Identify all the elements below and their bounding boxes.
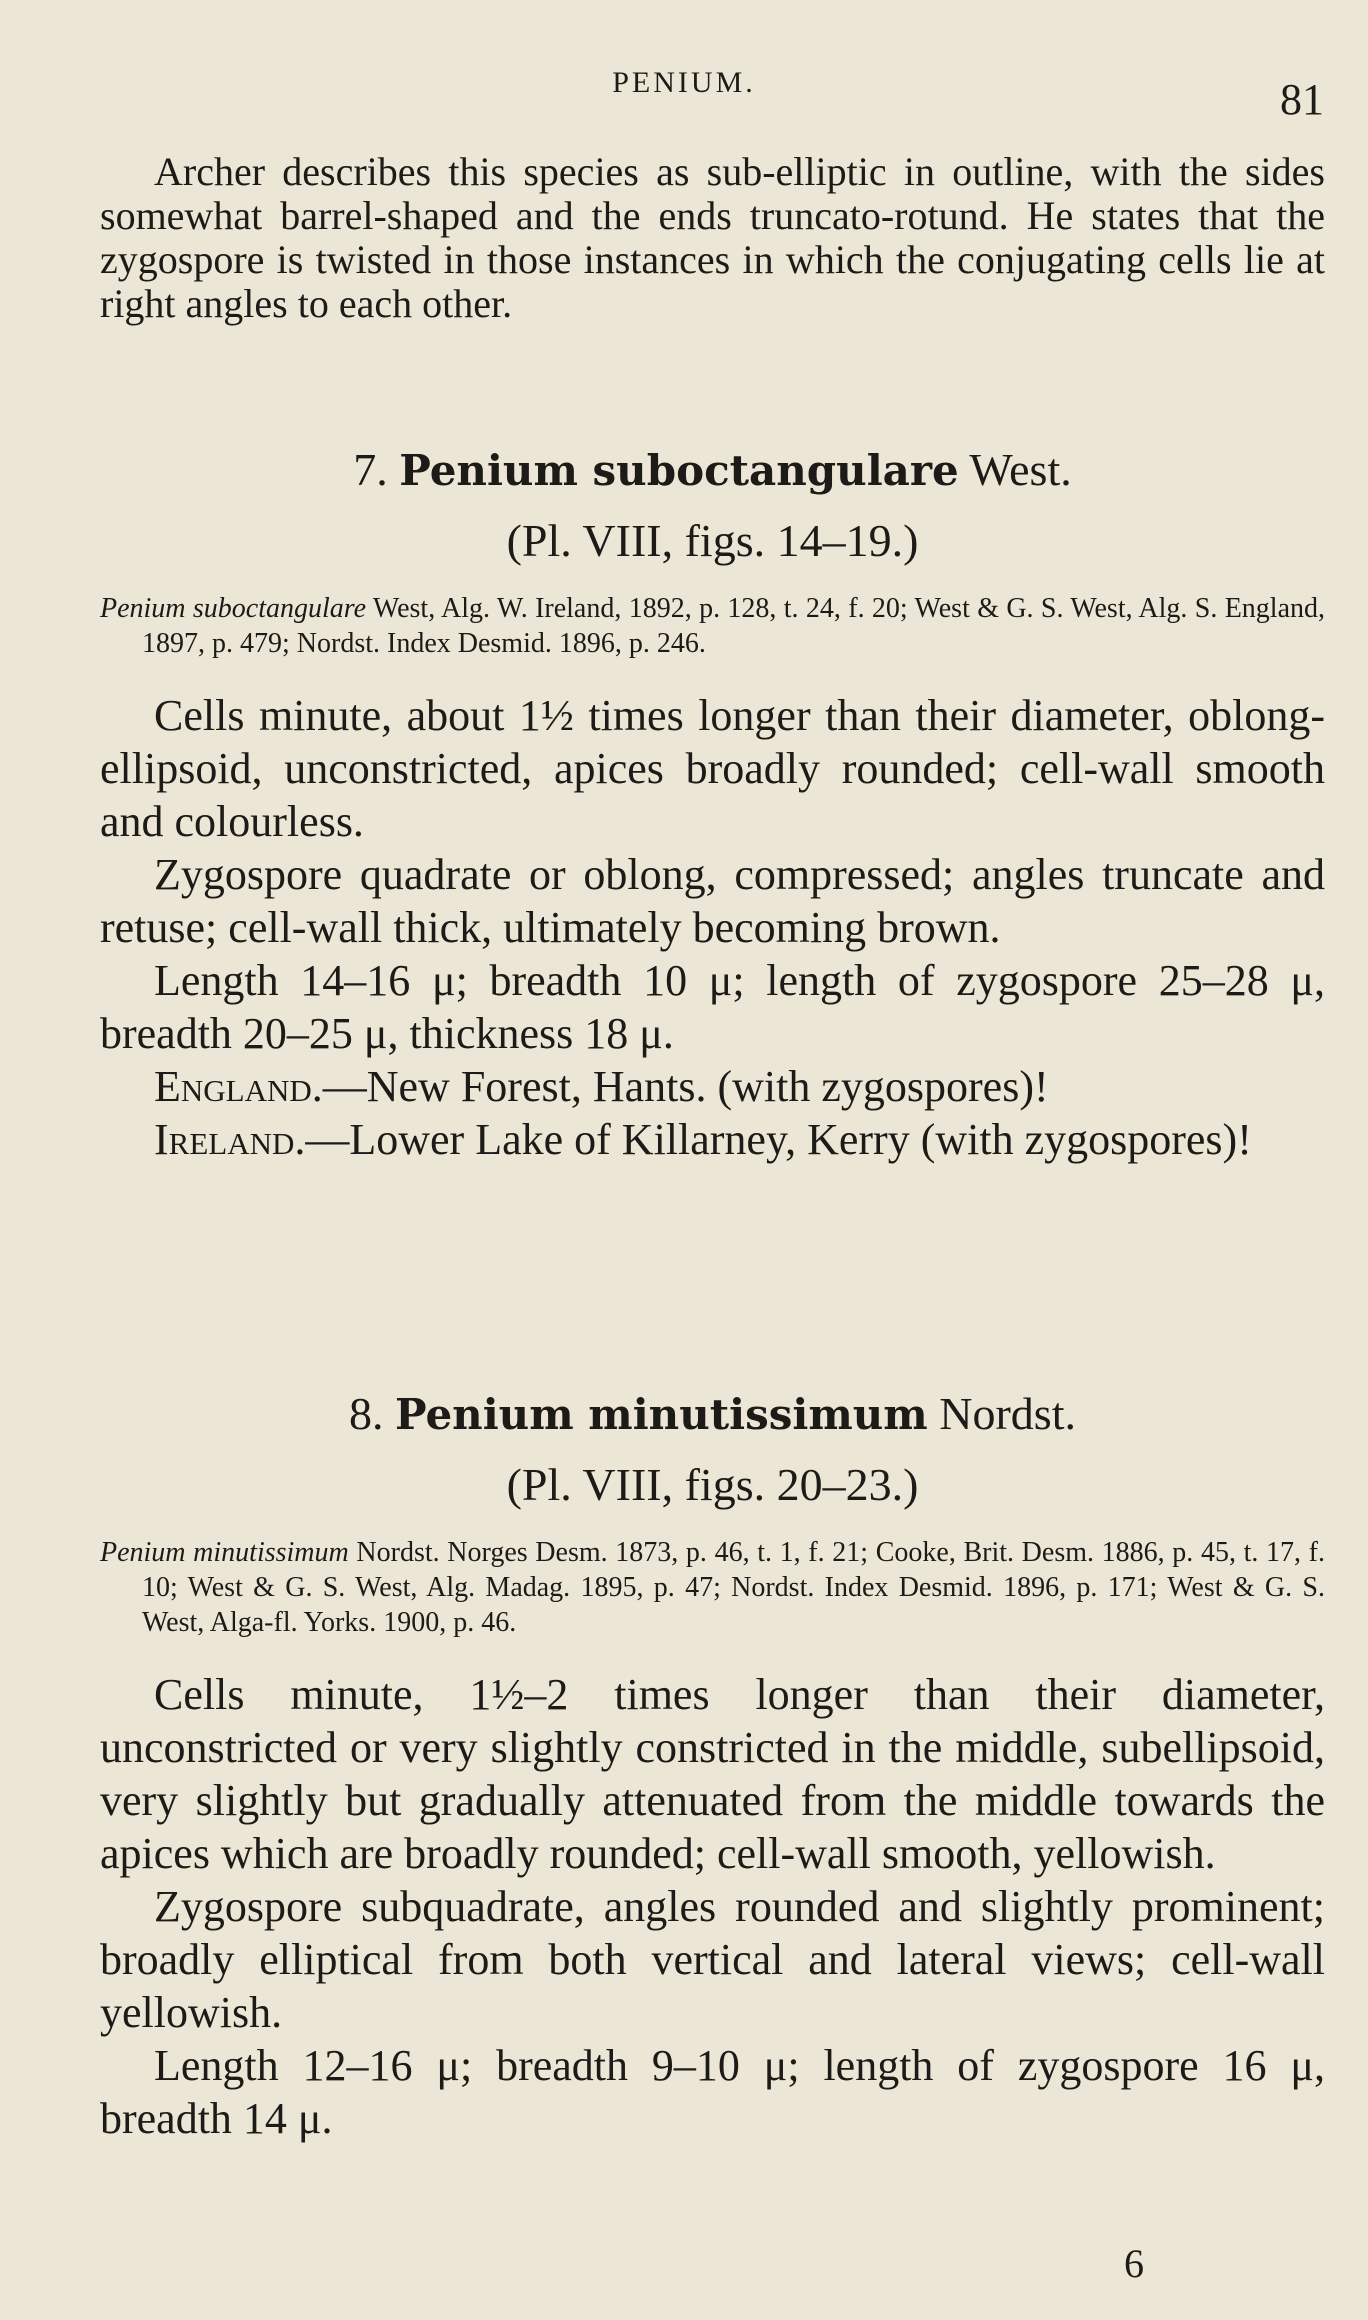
synonymy [100, 591, 1325, 661]
cell-description: Cells minute, 1½–2 times longer than their diameter, unconstricted or very slightly constricted in the middle, subellipsoid, very slightly but gradually attenuated from the middle towards the apices which are broadly rounded; cell-wall smooth, yellowish. [100, 1670, 1325, 1878]
locality [100, 1060, 1325, 1113]
species-7-block [100, 442, 1325, 1166]
locality-region: England. [154, 1062, 323, 1111]
synonymy-text: Nordst. Norges Desm. 1873, p. 46, t. 1, f. 21; Cooke, Brit. Desm. 1886, p. 45, t. 17, f. 10; West & G. S. West, Alg. Madag. 1895, p. 47; Nordst. Index Desmid. 1896, p. 171; West & G. S. West, Alga-fl. Yorks. 1900, p. 46. [142, 1537, 1326, 1638]
signature-mark: 6 [1124, 2241, 1144, 2286]
plate-reference: (Pl. VIII, figs. 14–19.) [506, 515, 919, 566]
species-8-block [100, 1386, 1325, 2145]
zygospore-description: Zygospore subquadrate, angles rounded and slightly prominent; broadly elliptical from both vertical and lateral views; cell-wall yellowish. [100, 1882, 1325, 2037]
locality-text: —Lower Lake of Killarney, Kerry (with zygospores)! [305, 1115, 1252, 1164]
locality [100, 1113, 1325, 1166]
intro-block [100, 150, 1325, 326]
species-heading [100, 1386, 1325, 1443]
synonymy-text: West, Alg. W. Ireland, 1892, p. 128, t. 24, f. 20; West & G. S. West, Alg. S. England, 1897, p. 479; Nordst. Index Desmid. 1896, p. 246. [142, 593, 1326, 659]
measurements: Length 12–16 μ; breadth 9–10 μ; length of zygospore 16 μ, breadth 14 μ. [100, 2041, 1325, 2143]
measurements: Length 14–16 μ; breadth 10 μ; length of zygospore 25–28 μ, breadth 20–25 μ, thickness 18 μ. [100, 956, 1325, 1058]
synonymy [100, 1535, 1325, 1640]
species-name: Penium suboctangulare [399, 446, 959, 495]
species-name: Penium minutissimum [395, 1390, 928, 1439]
synonymy-name: Penium minutissimum [100, 1537, 349, 1568]
running-head: PENIUM. [612, 66, 756, 99]
zygospore-description: Zygospore quadrate or oblong, compressed; angles truncate and retuse; cell-wall thick, ultimately becoming brown. [100, 850, 1325, 952]
species-author: Nordst. [939, 1388, 1076, 1439]
page-number: 81 [1280, 75, 1324, 124]
species-number: 8. [349, 1388, 384, 1439]
intro-paragraph: Archer describes this species as sub-elliptic in outline, with the sides somewhat barrel-shaped and the ends truncato-rotund. He states that the zygospore is twisted in those instances in which the conjugating cells lie at right angles to each other. [100, 149, 1325, 326]
locality-text: —New Forest, Hants. (with zygospores)! [322, 1062, 1049, 1111]
plate-reference: (Pl. VIII, figs. 20–23.) [506, 1459, 919, 1510]
synonymy-name: Penium suboctangulare [100, 593, 367, 624]
species-author: West. [969, 444, 1072, 495]
species-number: 7. [353, 444, 388, 495]
species-heading [100, 442, 1325, 499]
cell-description: Cells minute, about 1½ times longer than their diameter, oblong-ellipsoid, unconstricted, apices broadly rounded; cell-wall smooth and colourless. [100, 691, 1325, 846]
locality-region: Ireland. [154, 1115, 306, 1164]
